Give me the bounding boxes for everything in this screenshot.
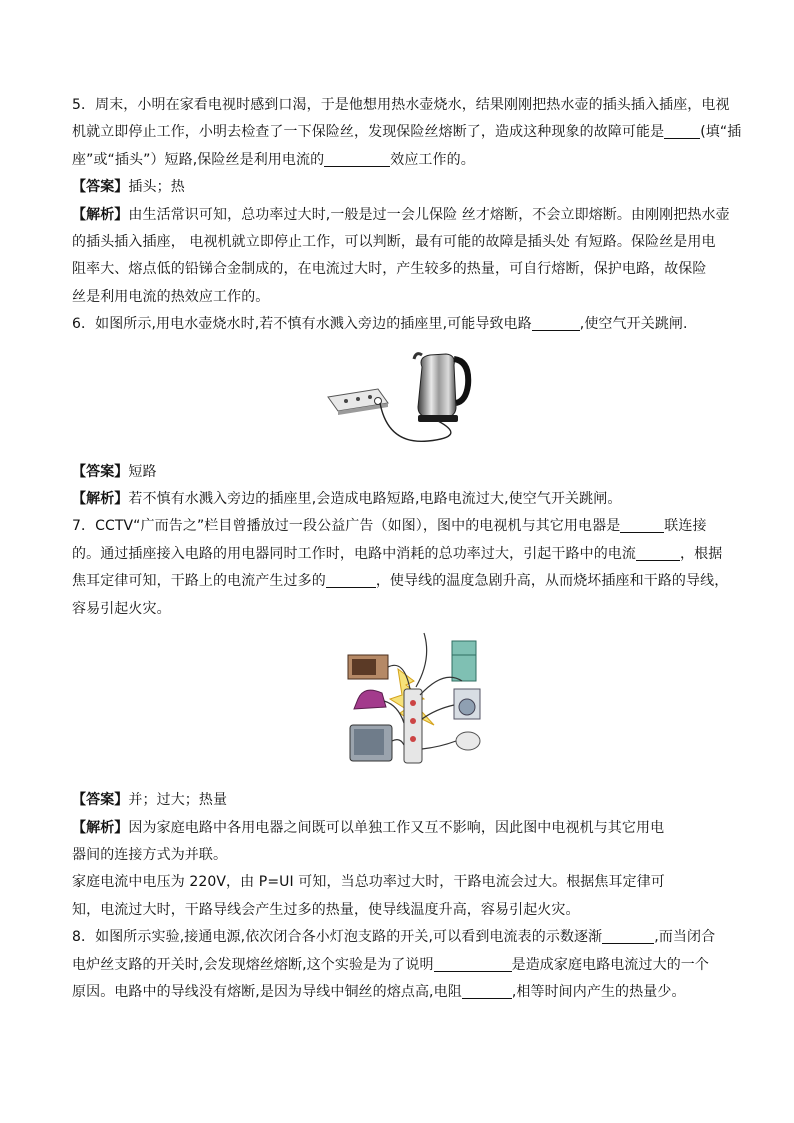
q5-text: (填“插	[700, 124, 742, 141]
television-icon	[350, 725, 392, 761]
explanation-tag: 【解析】	[72, 206, 129, 223]
q8-text: ,相等时间内产生的热量少。	[511, 983, 686, 1000]
answer-blank	[620, 517, 664, 533]
q7-text: 焦耳定律可知，干路上的电流产生过多的	[72, 573, 326, 590]
document-page	[72, 92, 742, 1006]
answer-blank	[326, 572, 376, 588]
overloaded-socket-figure	[344, 629, 494, 777]
q7-text: ，根据	[680, 545, 723, 562]
q5-answer	[72, 174, 732, 201]
explanation-tag: 【解析】	[72, 491, 129, 508]
answer-text: 并；过大；热量	[128, 792, 228, 809]
explanation-text: 因为家庭电路中各用电器之间既可以单独工作又互不影响，因此图中电视机与其它用电	[128, 819, 665, 836]
rice-cooker-icon	[456, 732, 480, 750]
answer-tag: 【答案】	[72, 463, 129, 480]
power-strip-icon	[328, 389, 388, 415]
q7-explanation-1	[72, 815, 732, 842]
q7-line-3	[72, 568, 732, 595]
answer-tag: 【答案】	[72, 179, 129, 196]
q6-line-1	[72, 311, 732, 338]
answer-text: 短路	[128, 463, 157, 480]
q8-text: 原因。电路中的导线没有熔断,是因为导线中铜丝的熔点高,电阻	[72, 983, 462, 1000]
q5-line-2	[72, 119, 742, 146]
q8-line-1	[72, 924, 732, 951]
q7-explanation-4: 知，电流过大时，干路导线会产生过多的热量，使导线温度升高，容易引起火灾。	[72, 901, 580, 918]
q7-line-4: 容易引起火灾。	[72, 600, 171, 617]
q8-line-2	[72, 952, 732, 979]
q7-explanation-3: 家庭电流中电压为 220V，由 P=UI 可知，当总功率过大时，干路电流会过大。根据焦耳定律可	[72, 874, 665, 891]
q6-explanation-1	[72, 486, 732, 513]
explanation-text: 若不慎有水溅入旁边的插座里,会造成电路短路,电路电流过大,使空气开关跳闸。	[128, 491, 622, 508]
q7-line-2	[72, 541, 732, 568]
q6-answer	[72, 459, 732, 486]
q7-text: 联连接	[664, 518, 707, 535]
iron-icon	[354, 690, 386, 709]
q7-line-1	[72, 513, 732, 540]
answer-blank	[602, 928, 654, 944]
answer-blank	[462, 983, 512, 999]
answer-tag: 【答案】	[72, 792, 129, 809]
explanation-text: 由生活常识可知，总功率过大时,一般是过一会儿保险 丝才熔断，不会立即熔断。由刚刚把热水壶	[128, 206, 730, 223]
q7-text: ，使导线的温度急剧升高，从而烧坏插座和干路的导线，	[375, 573, 729, 590]
q5-line-3	[72, 147, 732, 174]
q5-explanation-4: 丝是利用电流的热效应工作的。	[72, 288, 270, 305]
answer-blank	[636, 545, 680, 561]
answer-text: 插头；热	[128, 179, 185, 196]
q7-text: 的。通过插座接入电路的用电器同时工作时，电路中消耗的总功率过大，引起干路中的电流	[72, 545, 636, 562]
answer-blank	[324, 151, 390, 167]
socket-strip-icon	[404, 689, 422, 763]
q5-text: 机就立即停止工作，小明去检查了一下保险丝，发现保险丝熔断了，造成这种现象的故障可能是	[72, 124, 665, 141]
microwave-icon	[348, 655, 388, 679]
refrigerator-icon	[452, 641, 476, 681]
q5-text: 座”或“插头”）短路,保险丝是利用电流的	[72, 151, 325, 168]
q8-line-3	[72, 979, 732, 1006]
q6-text: 6．如图所示,用电水壶烧水时,若不慎有水溅入旁边的插座里,可能导致电路	[72, 316, 532, 333]
q7-explanation-2: 器间的连接方式为并联。	[72, 846, 228, 863]
kettle-icon	[414, 353, 468, 421]
cords	[384, 633, 462, 749]
q8-text: 电炉丝支路的开关时,会发现熔丝熔断,这个实验是为了说明	[72, 956, 434, 973]
kettle-power-strip-figure	[318, 345, 508, 449]
answer-blank	[434, 956, 512, 972]
q5-explanation-3: 阻率大、熔点低的铅锑合金制成的，在电流过大时，产生较多的热量，可自行熔断，保护电路，故保险	[72, 261, 707, 278]
q5-explanation-1	[72, 202, 732, 229]
answer-blank	[532, 315, 580, 331]
answer-blank	[664, 123, 700, 139]
q8-text: 8．如图所示实验,接通电源,依次闭合各小灯泡支路的开关,可以看到电流表的示数逐渐	[72, 929, 603, 946]
q7-text: 7．CCTV“广而告之”栏目曾播放过一段公益广告（如图），图中的电视机与其它用电器是	[72, 518, 621, 535]
washing-machine-icon	[454, 689, 480, 719]
q8-text: 是造成家庭电路电流过大的一个	[511, 956, 710, 973]
q5-explanation-2: 的插头插入插座， 电视机就立即停止工作，可以判断，最有可能的故障是插头处 有短路。保险丝是用电	[72, 234, 716, 251]
q5-text: 效应工作的。	[390, 151, 475, 168]
q8-text: ,而当闭合	[654, 929, 716, 946]
explanation-tag: 【解析】	[72, 819, 129, 836]
q5-line-1: 5．周末，小明在家看电视时感到口渴，于是他想用热水壶烧水，结果刚刚把热水壶的插头插入插座，电视	[72, 97, 730, 113]
q7-answer	[72, 787, 732, 814]
q6-text: ,使空气开关跳闸.	[579, 316, 688, 333]
